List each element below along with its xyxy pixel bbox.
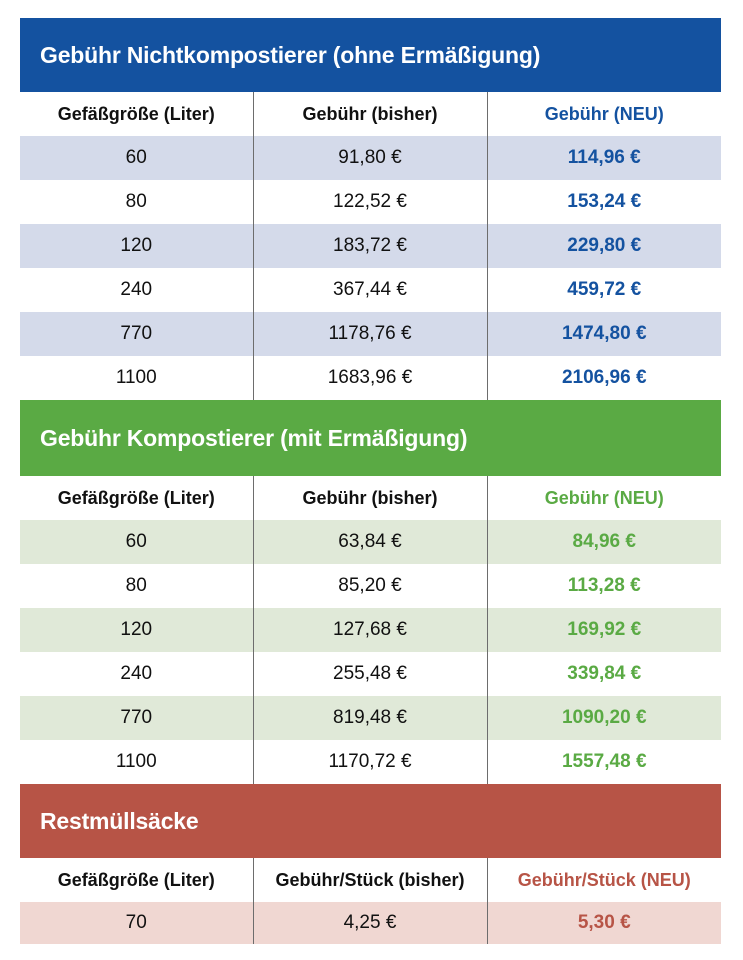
cell-new-fee: 339,84 € [487, 652, 721, 696]
table-row [20, 136, 721, 180]
cell-new-fee: 229,80 € [487, 224, 721, 268]
column-header-old-fee: Gebühr (bisher) [253, 476, 487, 520]
section-title: Gebühr Nichtkompostierer (ohne Ermäßigung) [20, 18, 721, 92]
column-header-new-fee: Gebühr/Stück (NEU) [487, 858, 721, 902]
cell-new-fee: 84,96 € [487, 520, 721, 564]
cell-old-fee: 127,68 € [253, 608, 487, 652]
table-row [20, 740, 721, 784]
section-nichtkompostierer [20, 18, 721, 400]
cell-size: 770 [20, 312, 253, 356]
header-row [20, 92, 721, 136]
cell-old-fee: 1170,72 € [253, 740, 487, 784]
cell-size: 770 [20, 696, 253, 740]
table-row [20, 520, 721, 564]
cell-new-fee: 1090,20 € [487, 696, 721, 740]
cell-new-fee: 169,92 € [487, 608, 721, 652]
cell-old-fee: 91,80 € [253, 136, 487, 180]
cell-old-fee: 122,52 € [253, 180, 487, 224]
cell-old-fee: 85,20 € [253, 564, 487, 608]
cell-size: 120 [20, 608, 253, 652]
cell-size: 1100 [115, 367, 157, 388]
table-row [20, 564, 721, 608]
column-header-old-fee: Gebühr (bisher) [253, 92, 487, 136]
cell-new-fee: 459,72 € [487, 268, 721, 312]
section-kompostierer [20, 400, 721, 784]
cell-old-fee: 1178,76 € [253, 312, 487, 356]
fee-table [20, 92, 721, 400]
cell-size: 1100 [115, 751, 157, 772]
column-header-new-fee: Gebühr (NEU) [487, 92, 721, 136]
section-title: Restmüllsäcke [20, 784, 721, 858]
cell-old-fee: 1683,96 € [253, 356, 487, 400]
cell-new-fee: 1557,48 € [487, 740, 721, 784]
column-header-size: Gefäßgröße (Liter) [20, 92, 253, 136]
cell-size: 120 [20, 224, 253, 268]
cell-new-fee: 5,30 € [487, 902, 721, 944]
section-restmuellsaecke [20, 784, 721, 944]
cell-new-fee: 113,28 € [487, 564, 721, 608]
fee-table [20, 858, 721, 944]
cell-new-fee: 153,24 € [487, 180, 721, 224]
table-row [20, 902, 721, 944]
cell-old-fee: 367,44 € [253, 268, 487, 312]
table-row [20, 356, 721, 400]
fee-table [20, 476, 721, 784]
section-title: Gebühr Kompostierer (mit Ermäßigung) [20, 400, 721, 476]
header-row [20, 476, 721, 520]
cell-new-fee: 114,96 € [487, 136, 721, 180]
cell-size: 60 [20, 136, 253, 180]
cell-size: 60 [20, 520, 253, 564]
column-header-old-fee: Gebühr/Stück (bisher) [253, 858, 487, 902]
cell-old-fee: 183,72 € [253, 224, 487, 268]
cell-old-fee: 63,84 € [253, 520, 487, 564]
cell-old-fee: 4,25 € [253, 902, 487, 944]
table-row [20, 608, 721, 652]
table-row [20, 224, 721, 268]
table-row [20, 268, 721, 312]
cell-size: 240 [120, 279, 153, 300]
cell-size: 80 [125, 191, 147, 212]
table-row [20, 652, 721, 696]
table-row [20, 180, 721, 224]
table-row [20, 312, 721, 356]
column-header-size: Gefäßgröße (Liter) [20, 476, 253, 520]
cell-old-fee: 819,48 € [253, 696, 487, 740]
cell-new-fee: 1474,80 € [487, 312, 721, 356]
header-row [20, 858, 721, 902]
cell-old-fee: 255,48 € [253, 652, 487, 696]
cell-size: 240 [120, 663, 153, 684]
cell-size: 80 [125, 575, 147, 596]
column-header-size: Gefäßgröße (Liter) [20, 858, 253, 902]
fee-tables [20, 18, 721, 944]
cell-size: 70 [20, 902, 253, 944]
table-row [20, 696, 721, 740]
column-header-new-fee: Gebühr (NEU) [487, 476, 721, 520]
cell-new-fee: 2106,96 € [487, 356, 721, 400]
